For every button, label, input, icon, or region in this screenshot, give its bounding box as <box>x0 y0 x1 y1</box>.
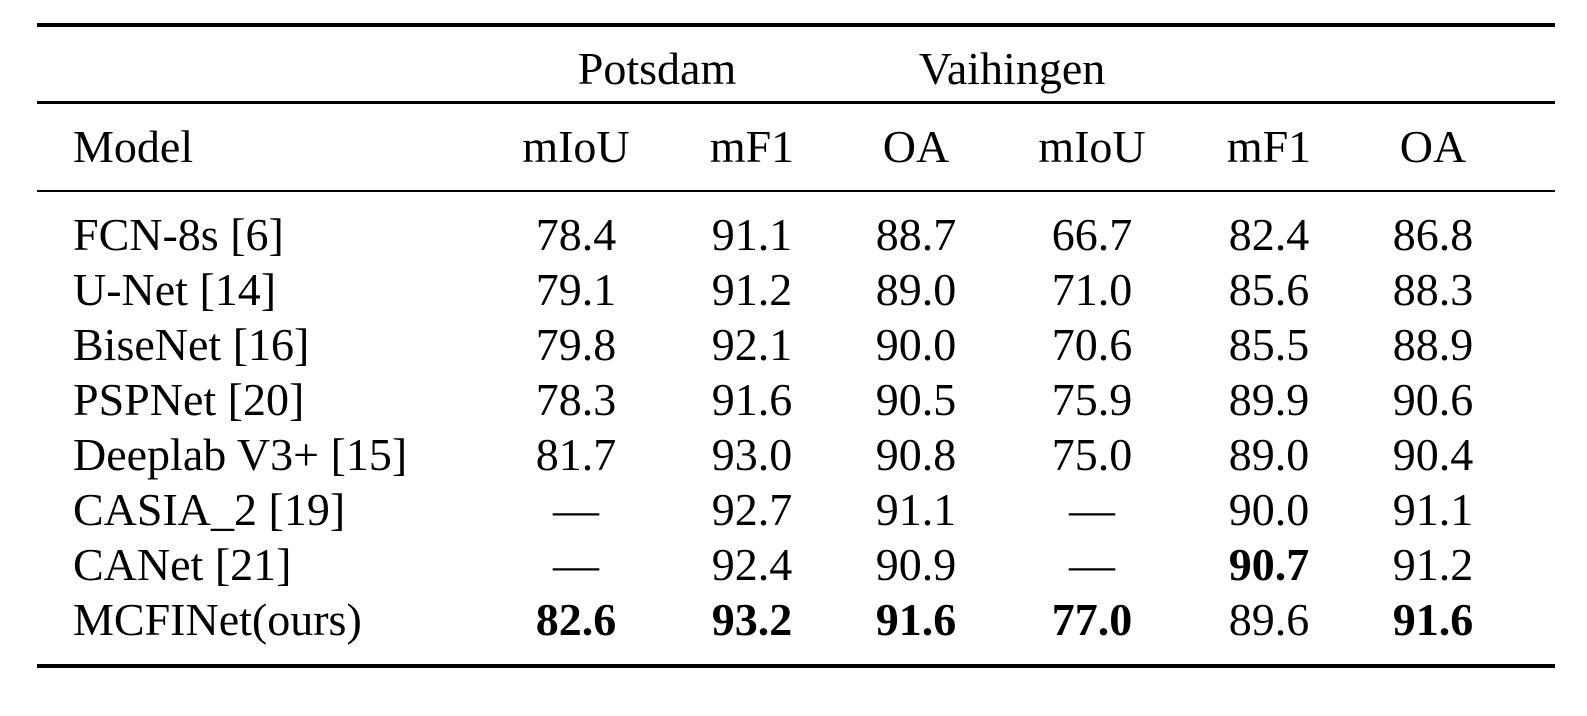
metric-value-cell: 70.6 <box>1051 319 1133 370</box>
metric-value-cell: 90.9 <box>875 539 957 590</box>
model-name-cell: MCFINet(ours) <box>73 594 362 645</box>
bottom-rule <box>37 664 1555 668</box>
metric-value-cell: 85.6 <box>1228 264 1310 315</box>
metric-value-cell: 91.6 <box>711 374 793 425</box>
metric-value-cell: — <box>1069 539 1115 590</box>
metric-value-cell: 91.1 <box>1392 484 1474 535</box>
metric-value-cell: 88.9 <box>1392 319 1474 370</box>
model-name-cell: BiseNet [16] <box>73 319 310 370</box>
column-header-potsdam-miou: mIoU <box>522 121 630 172</box>
header-rule <box>37 190 1555 192</box>
metric-value-cell: 89.0 <box>1228 429 1310 480</box>
metric-value-cell: 89.6 <box>1228 594 1310 645</box>
column-header-potsdam-mf1: mF1 <box>709 121 795 172</box>
model-name-cell: CASIA_2 [19] <box>73 484 346 535</box>
metric-value-cell: 79.8 <box>535 319 617 370</box>
column-header-vaihingen-mf1: mF1 <box>1226 121 1312 172</box>
group-header-potsdam: Potsdam <box>577 43 737 94</box>
metric-value-cell: 92.4 <box>711 539 793 590</box>
column-header-vaihingen-oa: OA <box>1399 121 1467 172</box>
metric-value-cell: 91.6 <box>1392 594 1474 645</box>
metric-value-cell: 89.9 <box>1228 374 1310 425</box>
top-rule <box>37 23 1555 27</box>
metric-value-cell: 93.2 <box>711 594 793 645</box>
model-name-cell: U-Net [14] <box>73 264 277 315</box>
metric-value-cell: 91.2 <box>1392 539 1474 590</box>
metric-value-cell: 91.2 <box>711 264 793 315</box>
column-header-model: Model <box>73 121 194 172</box>
metric-value-cell: — <box>553 484 599 535</box>
column-header-potsdam-oa: OA <box>882 121 950 172</box>
metric-value-cell: 90.4 <box>1392 429 1474 480</box>
metric-value-cell: 82.6 <box>535 594 617 645</box>
metric-value-cell: 86.8 <box>1392 209 1474 260</box>
metric-value-cell: 85.5 <box>1228 319 1310 370</box>
metric-value-cell: 92.1 <box>711 319 793 370</box>
metric-value-cell: 81.7 <box>535 429 617 480</box>
metric-value-cell: 82.4 <box>1228 209 1310 260</box>
metric-value-cell: — <box>1069 484 1115 535</box>
metric-value-cell: 91.6 <box>875 594 957 645</box>
column-header-vaihingen-miou: mIoU <box>1038 121 1146 172</box>
metric-value-cell: 90.0 <box>1228 484 1310 535</box>
metric-value-cell: 90.6 <box>1392 374 1474 425</box>
metric-value-cell: — <box>553 539 599 590</box>
group-header-rule <box>37 101 1555 104</box>
metric-value-cell: 93.0 <box>711 429 793 480</box>
metric-value-cell: 71.0 <box>1051 264 1133 315</box>
model-name-cell: Deeplab V3+ [15] <box>73 429 408 480</box>
metric-value-cell: 77.0 <box>1051 594 1133 645</box>
group-header-vaihingen: Vaihingen <box>918 43 1106 94</box>
metric-value-cell: 66.7 <box>1051 209 1133 260</box>
metric-value-cell: 92.7 <box>711 484 793 535</box>
metric-value-cell: 88.3 <box>1392 264 1474 315</box>
metric-value-cell: 75.0 <box>1051 429 1133 480</box>
metric-value-cell: 90.8 <box>875 429 957 480</box>
model-name-cell: PSPNet [20] <box>73 374 305 425</box>
metric-value-cell: 91.1 <box>875 484 957 535</box>
metric-value-cell: 75.9 <box>1051 374 1133 425</box>
metric-value-cell: 78.4 <box>535 209 617 260</box>
metric-value-cell: 91.1 <box>711 209 793 260</box>
metric-value-cell: 89.0 <box>875 264 957 315</box>
metric-value-cell: 90.5 <box>875 374 957 425</box>
metric-value-cell: 90.0 <box>875 319 957 370</box>
model-name-cell: FCN-8s [6] <box>73 209 284 260</box>
metric-value-cell: 79.1 <box>535 264 617 315</box>
model-name-cell: CANet [21] <box>73 539 292 590</box>
metric-value-cell: 78.3 <box>535 374 617 425</box>
metric-value-cell: 88.7 <box>875 209 957 260</box>
metric-value-cell: 90.7 <box>1228 539 1310 590</box>
